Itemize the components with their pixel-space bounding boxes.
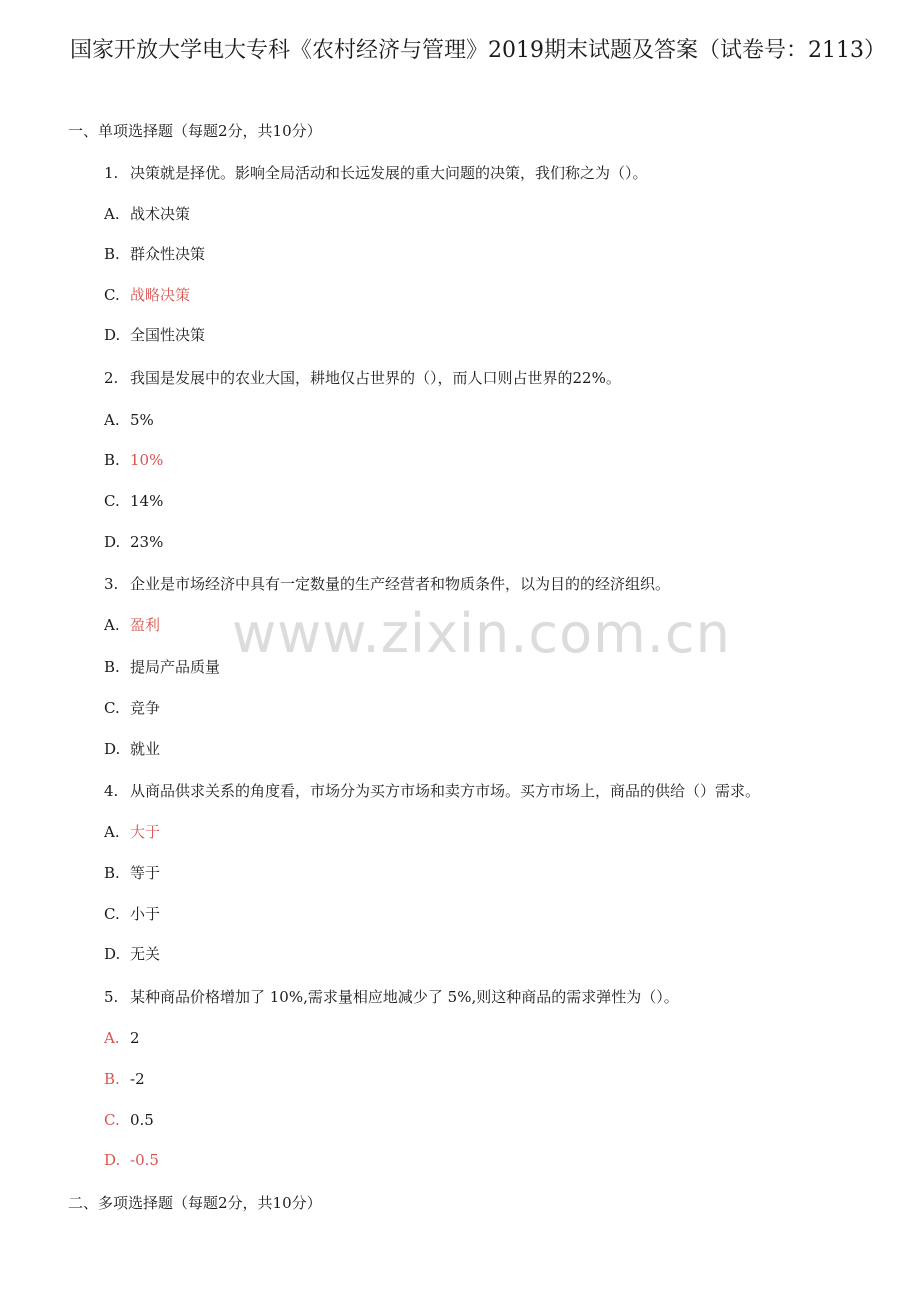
option-text: 小于 [130, 905, 161, 923]
option-label: B. [104, 658, 120, 676]
q1-option-d [104, 325, 205, 345]
question-1 [104, 163, 648, 183]
q3-option-c [104, 698, 160, 718]
q1-option-b [104, 244, 205, 264]
q4-option-b [104, 863, 160, 883]
question-text: 我国是发展中的农业大国，耕地仅占世界的（），而人口则占世界的22%。 [130, 369, 621, 387]
answer-option-text: 盈利 [130, 616, 161, 634]
option-label: B. [104, 451, 120, 469]
option-text: 竞争 [130, 699, 161, 717]
q4-option-c [104, 904, 160, 924]
question-2 [104, 368, 621, 388]
q3-option-b [104, 657, 220, 677]
answer-option-label: C. [104, 1111, 120, 1129]
q2-option-c [104, 491, 163, 511]
option-text: 5% [130, 411, 154, 429]
option-text: 无关 [130, 945, 161, 963]
q5-option-a [104, 1028, 140, 1048]
section-heading-multiple-choice: 二、多项选择题（每题2分，共10分） [68, 1194, 322, 1212]
option-text: -2 [130, 1070, 145, 1088]
q4-option-d [104, 944, 160, 964]
option-text: 14% [130, 492, 164, 510]
q5-option-d [104, 1150, 159, 1170]
question-text: 决策就是择优。影响全局活动和长远发展的重大问题的决策，我们称之为（）。 [130, 164, 648, 182]
option-text: 就业 [130, 740, 161, 758]
option-label: A. [104, 616, 120, 634]
question-5 [104, 987, 679, 1007]
answer-option-text: -0.5 [130, 1151, 159, 1169]
option-label: C. [104, 492, 120, 510]
question-text: 某种商品价格增加了 10%,需求量相应地减少了 5%,则这种商品的需求弹性为（）。 [130, 988, 679, 1006]
q2-option-d [104, 532, 163, 552]
answer-option-text: 大于 [130, 823, 161, 841]
question-3 [104, 574, 670, 594]
option-text: 群众性决策 [130, 245, 206, 263]
option-label: B. [104, 245, 120, 263]
option-text: 战术决策 [130, 205, 191, 223]
option-label: C. [104, 905, 120, 923]
question-text: 从商品供求关系的角度看，市场分为买方市场和卖方市场。买方市场上，商品的供给（）需求。 [130, 782, 761, 800]
q1-option-c [104, 285, 190, 305]
option-text: 2 [130, 1029, 140, 1047]
option-text: 等于 [130, 864, 161, 882]
question-number: 5. [104, 988, 119, 1006]
option-text: 提局产品质量 [130, 658, 221, 676]
option-label: A. [104, 411, 120, 429]
option-label: A. [104, 823, 120, 841]
question-text: 企业是市场经济中具有一定数量的生产经营者和物质条件，以为目的的经济组织。 [130, 575, 671, 593]
option-label: D. [104, 740, 121, 758]
watermark: www.zixin.com.cn [232, 602, 731, 665]
question-number: 4. [104, 782, 119, 800]
q5-option-c [104, 1110, 154, 1130]
option-label: D. [104, 326, 121, 344]
option-text: 23% [130, 533, 164, 551]
question-4 [104, 781, 760, 801]
answer-option-text: 10% [130, 451, 164, 469]
q2-option-a [104, 410, 154, 430]
section-heading-single-choice: 一、单项选择题（每题2分，共10分） [68, 122, 322, 140]
q3-option-a [104, 615, 160, 635]
question-number: 3. [104, 575, 119, 593]
answer-option-label: D. [104, 1151, 121, 1169]
answer-option-text: 战略决策 [130, 286, 191, 304]
option-label: C. [104, 699, 120, 717]
option-label: B. [104, 864, 120, 882]
question-number: 1. [104, 164, 119, 182]
answer-option-label: A. [104, 1029, 120, 1047]
q5-option-b [104, 1069, 145, 1089]
option-text: 0.5 [130, 1111, 154, 1129]
q4-option-a [104, 822, 160, 842]
option-label: D. [104, 945, 121, 963]
option-label: D. [104, 533, 121, 551]
question-number: 2. [104, 369, 119, 387]
option-text: 全国性决策 [130, 326, 206, 344]
document-title: 国家开放大学电大专科《农村经济与管理》2019期末试题及答案（试卷号：2113） [70, 38, 886, 63]
option-label: C. [104, 286, 120, 304]
q3-option-d [104, 739, 160, 759]
option-label: A. [104, 205, 120, 223]
answer-option-label: B. [104, 1070, 120, 1088]
q1-option-a [104, 204, 190, 224]
q2-option-b [104, 450, 163, 470]
